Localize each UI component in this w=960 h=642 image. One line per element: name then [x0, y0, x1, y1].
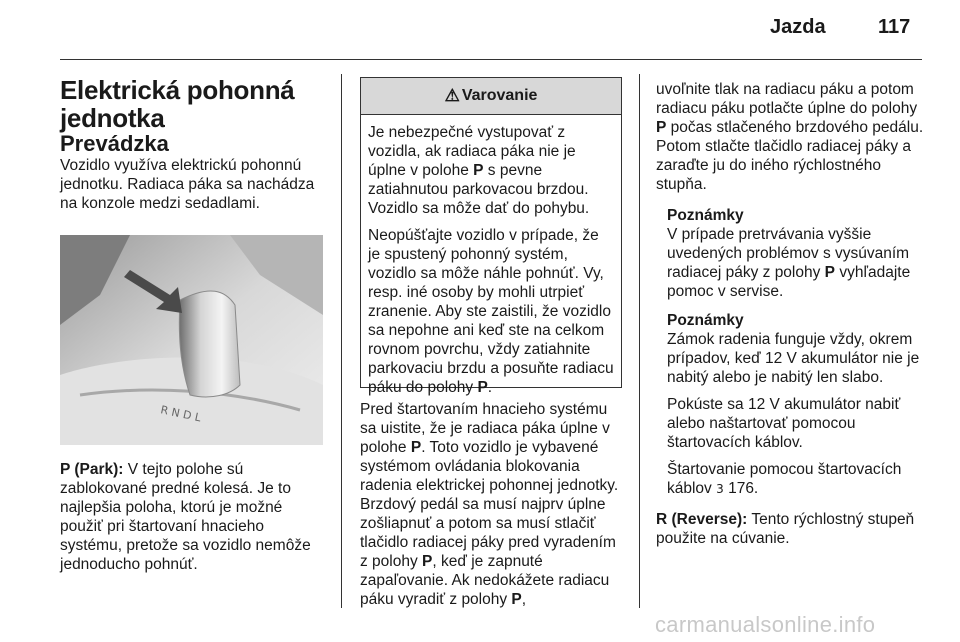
watermark: carmanualsonline.info	[655, 612, 876, 637]
park-text: V tejto polohe sú zablokované predné kolesá. Je to najlepšia poloha, ktorú je možné použiť pri štartovaní hnacieho systému, pretože sa vozidlo nemôže jednoducho pohnúť.	[60, 461, 311, 573]
page-reference-arrow-icon[interactable]: 3	[716, 482, 724, 496]
col2-text-3: , keď je zapnuté zapaľovanie. Ak nedokážete radiacu páku vyradiť z polohy	[360, 553, 610, 608]
intro-paragraph: Vozidlo využíva elektrickú pohonnú jednotku. Radiaca páka sa nachádza na konzole medzi sedadlami.	[60, 157, 315, 212]
svg-text:R N D L: R N D L	[159, 403, 203, 425]
col2-text-2: . Toto vozidlo je vybavené systémom ovládania blokovania radenia elektrickej pohonnej jednotky. Brzdový pedál sa musí najprv úplne zošliapnuť a potom sa musí stlačiť tlačidlo radiacej páky pred vyradením z polohy	[360, 439, 619, 570]
gear-lever-photo	[60, 235, 323, 445]
note-1-text-a: V prípade pretrvávania vyššie uvedených problémov s vysúvaním radiacej páky z polohy	[667, 226, 910, 281]
warning-p1-after: s pevne zatiahnutou parkovacou brzdou. Vozidlo sa môže dať do pohybu.	[368, 162, 590, 217]
park-paragraph	[60, 460, 328, 574]
column-1	[60, 76, 328, 213]
note-1-title: Poznámky	[667, 207, 744, 224]
gear-lever-illustration	[60, 235, 323, 445]
note-2-paragraph-2: Pokúste sa 12 V akumulátor nabiť alebo naštartovať pomocou štartovacích káblov.	[667, 396, 901, 451]
reverse-text: Tento rýchlostný stupeň použite na cúvanie.	[656, 511, 915, 547]
note-1-text-b: vyhľadajte pomoc v servise.	[667, 264, 911, 300]
warning-p2-after: .	[487, 379, 493, 396]
note-2-p3-page: 176.	[723, 480, 759, 497]
warning-paragraph-1	[368, 123, 614, 218]
page-header-section: Jazda	[770, 16, 826, 38]
reverse-paragraph	[656, 510, 924, 548]
warning-p2-text: Neopúšťajte vozidlo v prípade, že je spustený pohonný systém, vozidlo sa môže náhle pohnúť. Vy, resp. iné osoby by mohli utrpieť zranenie. Aby ste zaistili, že vozidlo sa nepohne ani keď ste na celkom rovnom povrchu, vždy zatiahnite parkovaciu brzdu a posuňte radiacu páku do polohy	[368, 227, 614, 396]
col2-text-4: ,	[521, 591, 527, 608]
column-divider-left	[341, 74, 342, 608]
note-1	[656, 206, 924, 301]
subsection-title: Prevádzka	[60, 131, 169, 156]
reverse-label: R (Reverse):	[656, 511, 748, 528]
note-2	[656, 311, 924, 499]
warning-header	[361, 78, 621, 115]
warning-body	[361, 115, 621, 397]
warning-p1-bold: P	[473, 162, 484, 179]
page-number: 117	[878, 16, 911, 38]
section-title-line2: jednotka	[60, 103, 165, 133]
section-title-line1: Elektrická pohonná	[60, 75, 295, 105]
col2-bold-1: P	[410, 439, 422, 456]
warning-heading: Varovanie	[461, 87, 538, 104]
col2-bold-3: P	[511, 591, 522, 608]
note-2-p3-text: Štartovanie pomocou štartovacích káblov	[667, 461, 902, 497]
col2-text-1: Pred štartovaním hnacieho systému sa uistite, že je radiaca páka úplne v polohe	[360, 401, 610, 456]
note-2-paragraph-1: Zámok radenia funguje vždy, okrem prípadov, keď 12 V akumulátor nie je nabitý alebo je nabitý len slabo.	[667, 331, 920, 386]
note-1-text	[667, 225, 924, 301]
warning-triangle-icon: ⚠	[444, 86, 460, 105]
column-divider-right	[639, 74, 640, 608]
note-2-paragraph-3	[667, 460, 924, 499]
column-3	[656, 80, 924, 548]
park-label: P (Park):	[60, 461, 124, 478]
note-1-bold: P	[824, 264, 836, 281]
warning-p1-text: Je nebezpečné vystupovať z vozidla, ak radiaca páka nie je úplne v polohe	[368, 124, 576, 179]
column-2-paragraph	[360, 400, 625, 609]
warning-p2-bold: P	[477, 379, 488, 396]
col3-cont-text: uvoľnite tlak na radiacu páku a potom radiacu páku potlačte úplne do polohy	[656, 81, 918, 117]
warning-box	[360, 77, 622, 396]
note-2-title: Poznámky	[667, 312, 744, 329]
section-title	[60, 76, 328, 132]
continued-paragraph	[656, 80, 924, 194]
warning-paragraph-2	[368, 226, 614, 397]
col2-bold-2: P	[422, 553, 433, 570]
header-rule	[60, 59, 922, 60]
col3-cont-bold: P	[656, 119, 667, 136]
col3-cont-after: počas stlačeného brzdového pedálu. Potom stlačte tlačidlo radiacej páky a zaraďte ju do iného rýchlostného stupňa.	[656, 119, 924, 193]
